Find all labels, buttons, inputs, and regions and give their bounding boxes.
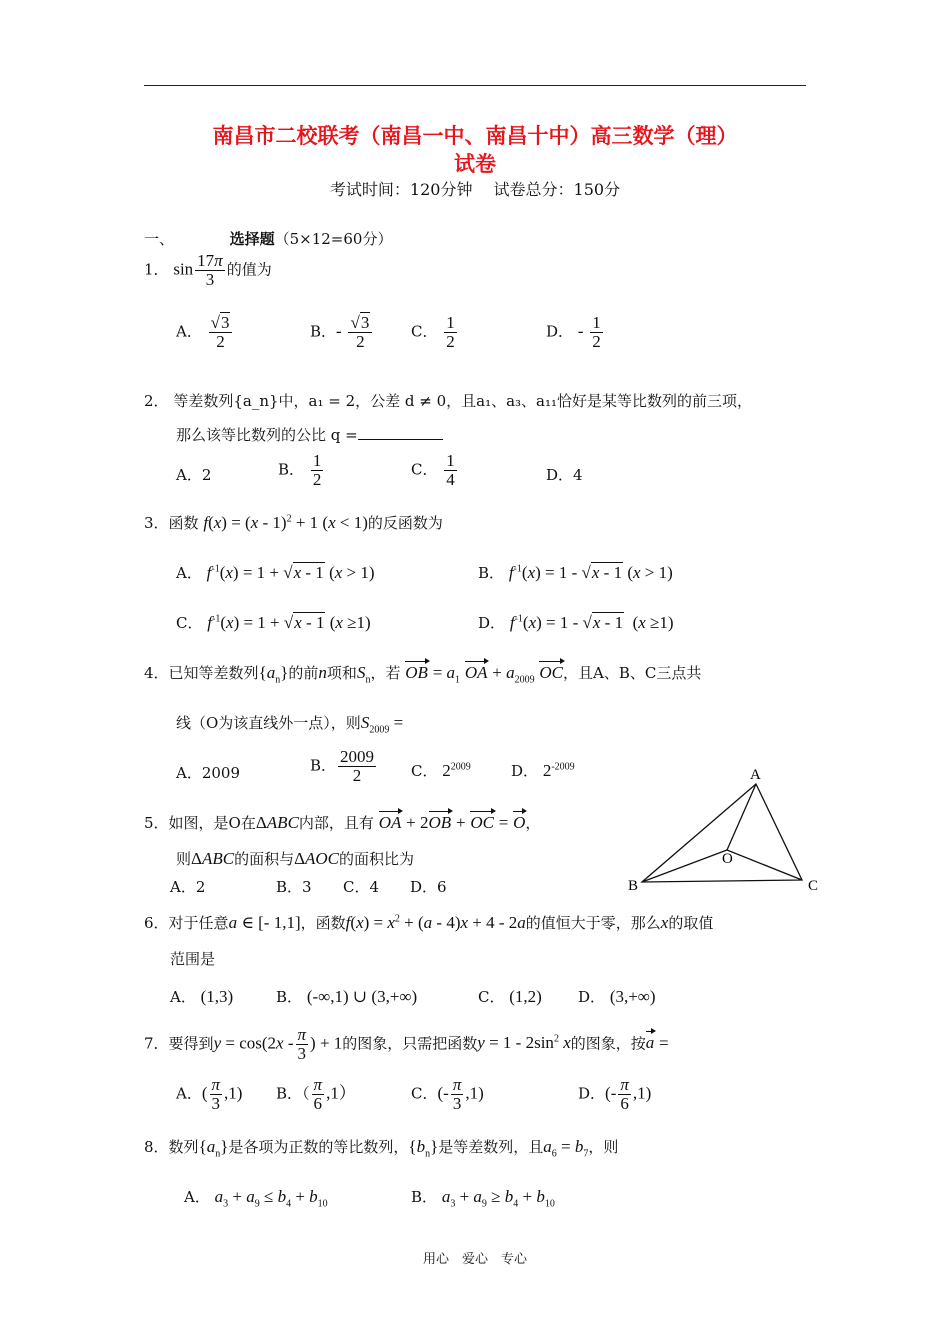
header-rule	[144, 85, 806, 86]
question-8: 8．数列$\{a_n\}$是各项为正数的等比数列，$\{b_n\}$是等差数列，且$a_6 = b_7$，则	[144, 1137, 619, 1160]
q7-option-d[interactable]: D．(- $\frac{\pi}{6}$ ,1)	[578, 1075, 652, 1113]
page-title: 南昌市二校联考（南昌一中、南昌十中）高三数学（理）	[212, 123, 738, 148]
vertex-c-label: C	[808, 878, 819, 894]
q3-option-a[interactable]: A． $f^{-1}(x) = 1 + √x - 1$ (x > 1)	[176, 563, 375, 582]
q2-option-b[interactable]: B． $\frac{1}{2}$	[278, 451, 322, 489]
question-2-line2: 那么该等比数列的公比 q =	[176, 424, 443, 445]
q7-option-a[interactable]: A．( $\frac{\pi}{3}$ ,1)	[176, 1075, 243, 1113]
math-fraction: $\frac{17\pi}{3}$	[197, 251, 223, 289]
q5-option-c[interactable]: C．4	[343, 878, 380, 896]
q3-option-b[interactable]: B． $f^{-1}(x) = 1 - √x - 1$ (x > 1)	[478, 563, 673, 582]
question-3: 3．函数 f(x) = (x - 1)$^2$ + 1 (x < 1)的反函数为	[144, 513, 443, 532]
math-expr: sin	[173, 259, 194, 279]
page-footer: 用心 爱心 专心	[422, 1252, 527, 1267]
question-text: 的值为	[226, 260, 272, 279]
vertex-b-label: B	[628, 878, 639, 894]
q2-option-c[interactable]: C． $\frac{1}{4}$	[411, 451, 455, 489]
question-5: 5．如图，是O在ΔABC内部，且有 OA + 2OB + OC = O，	[144, 813, 541, 832]
section-name: 选择题	[229, 230, 275, 248]
triangle-figure	[620, 762, 830, 897]
page-title-line2: 试卷	[454, 151, 496, 176]
question-number: 1．	[144, 260, 169, 279]
exam-info: 考试时间：120分钟 试卷总分：150分	[329, 180, 621, 199]
q5-option-d[interactable]: D．6	[410, 878, 447, 896]
q2-option-d[interactable]: D．4	[546, 466, 583, 484]
question-1	[144, 252, 272, 289]
q8-option-b[interactable]: B． $a_3 + a_9 \ge b_4 + b_{10}$	[411, 1187, 555, 1210]
point-o-label: O	[722, 851, 733, 867]
section-number: 一、	[144, 230, 175, 248]
segment-ob	[642, 850, 727, 882]
q4-option-a[interactable]: A．2009	[176, 764, 241, 782]
segment-oa	[727, 784, 756, 850]
segment-oc	[727, 850, 802, 880]
q5-option-a[interactable]: A．2	[170, 878, 206, 896]
q7-option-c[interactable]: C．(- $\frac{\pi}{3}$ ,1)	[411, 1075, 484, 1113]
question-7: 7．要得到y = cos(2x - $\frac{\pi}{3}$ ) + 1的图象，只需把函数$y = 1 - 2\sin^2$ x的图象，按a =	[144, 1025, 669, 1063]
q6-option-a[interactable]: A． (1,3)	[170, 987, 234, 1006]
section-header	[144, 228, 392, 249]
answer-blank[interactable]	[358, 425, 443, 440]
q3-option-c[interactable]: C． $f^{-1}(x) = 1 + √x - 1$ (x ≥1)	[176, 613, 371, 632]
q6-option-b[interactable]: B． (-∞,1) ∪ (3,+∞)	[276, 987, 418, 1006]
question-2: 2． 等差数列{a_n}中，a₁ = 2，公差 d ≠ 0，且a₁、a₃、a₁₁恰好是某等比数列的前三项，	[144, 392, 753, 410]
q5-option-b[interactable]: B．3	[276, 878, 312, 896]
question-5-line2: 则ΔABC的面积与ΔAOC的面积比为	[176, 849, 415, 868]
section-points: （5×12=60分）	[274, 230, 393, 248]
q1-option-b[interactable]: B．- $\frac{√3}{2}$	[310, 314, 374, 351]
q8-option-a[interactable]: A． $a_3 + a_9 \le b_4 + b_{10}$	[184, 1187, 328, 1210]
q7-option-b[interactable]: B．（ $\frac{\pi}{6}$ ,1）	[276, 1075, 356, 1113]
q3-option-d[interactable]: D． $f^{-1}(x) = 1 - √x - 1$ (x ≥1)	[478, 613, 674, 632]
q1-option-c[interactable]: C． $\frac{1}{2}$	[411, 313, 455, 351]
q4-option-b[interactable]: B． $\frac{2009}{2}$	[310, 747, 375, 785]
question-6: 6．对于任意a ∈ [- 1,1]，函数$f(x) = x^2 + (a - 4)x + 4 - 2a$的值恒大于零，那么x的取值	[144, 913, 714, 932]
vertex-a-label: A	[750, 767, 761, 783]
question-4: 4．已知等差数列$\{a_n\}$的前n项和$S_n$，若 OB = $a_1$ OA + $a_{2009}$ OC，且A、B、C三点共	[144, 663, 702, 686]
q4-option-c[interactable]: C． $2^{2009}$	[411, 761, 471, 780]
math-expr: f(x) = (x - 1)$^2$ + 1 (x < 1)	[203, 513, 368, 532]
question-6-line2: 范围是	[170, 950, 216, 968]
q6-option-c[interactable]: C． (1,2)	[478, 987, 542, 1006]
q1-option-d[interactable]: D． - $\frac{1}{2}$	[546, 313, 601, 351]
q4-option-d[interactable]: D． $2^{-2009}$	[511, 761, 575, 780]
q2-option-a[interactable]: A．2	[176, 466, 212, 484]
q1-option-a[interactable]: A． $\frac{√3}{2}$	[176, 314, 234, 351]
question-4-line2: 线（O为该直线外一点），则$S_{2009}$ =	[176, 713, 404, 736]
triangle-abc	[642, 784, 802, 882]
question-text: 等差数列{a_n}中，a₁ = 2，公差 d ≠ 0，且a₁、a₃、a₁₁恰好是某等比数列的前三项，	[173, 392, 753, 410]
q6-option-d[interactable]: D． (3,+∞)	[578, 987, 656, 1006]
